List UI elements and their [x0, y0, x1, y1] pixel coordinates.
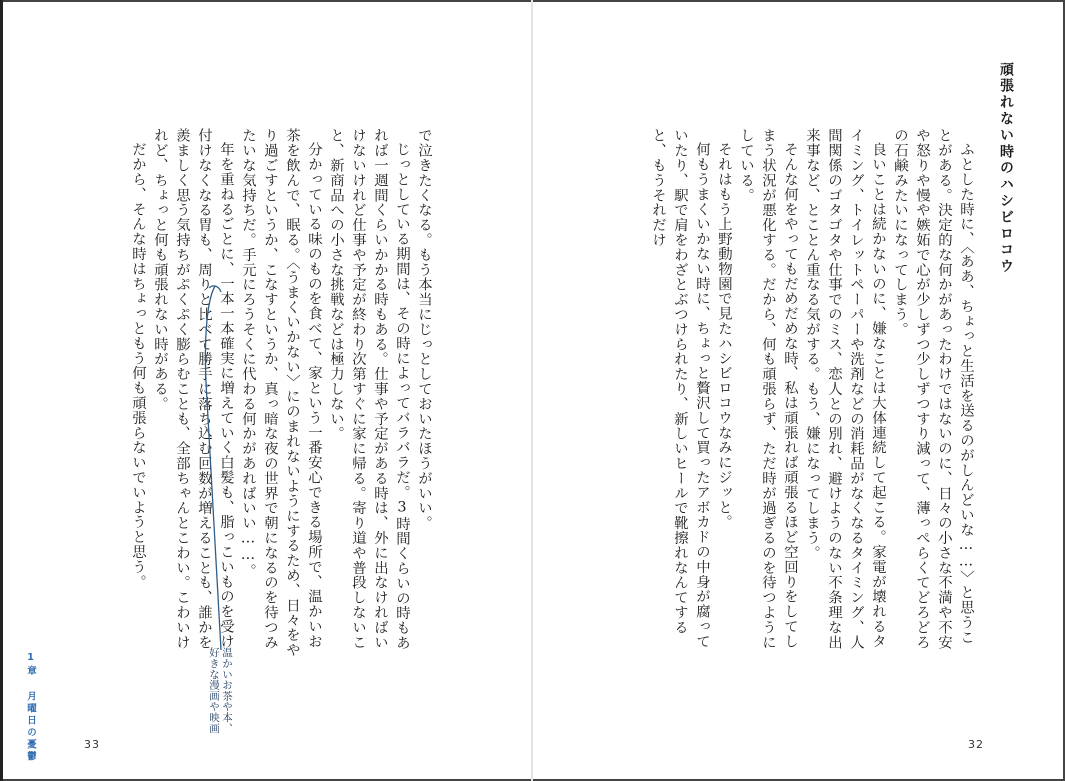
- frame-left-edge: [0, 0, 3, 781]
- paragraph: だから、そんな時はちょっともう何も頑張らないでいようと思う。: [130, 142, 146, 590]
- left-page-body: [127, 128, 435, 658]
- page-number-left: 33: [84, 738, 100, 751]
- paragraph: 何もうまくいかない時に、ちょっと贅沢して買ったアボカドの中身が腐っていたり、駅で肩をわざとぶつけられたり、新しいヒールで靴擦れなんてすると、もうそれだけ: [650, 128, 710, 649]
- right-page-body: [647, 128, 977, 658]
- handwritten-note: [207, 647, 233, 733]
- handwritten-callout-line: [195, 280, 235, 660]
- note-line: 好きな漫画や映画: [208, 647, 220, 734]
- paragraph: 分かっている味のものを食べて、家という一番安心できる場所で、温かいお茶を飲んで、眠る。〈うまくいかない〉にのまれないようにするため、日々をやり過ごすというか、こなすというか、真っ暗な夜の世界で朝になるのを待つみたいな気持ちだ。手元にろうそくに代わる何かがあればいい……。: [240, 128, 322, 658]
- paragraph: じっとしている期間は、その時によってバラバラだ。3時間くらいの時もあれば一週間くらいかかる時もある。仕事や予定がある時は、外に出なければいけないけれど仕事や予定が終わり次第すぐに家に帰る。寄り道や普段しないこと、新商品への小さな挑戦などは極力しない。: [328, 128, 410, 651]
- chapter-title: 頑張れない時のハシビロコウ: [998, 62, 1014, 276]
- running-header: 1章 月曜日の憂鬱: [25, 652, 36, 763]
- note-line: 温かいお茶や本、: [221, 647, 233, 734]
- page-number-right: 32: [968, 738, 984, 751]
- paragraph: ふとした時に、〈ああ、ちょっと生活を送るのがしんどいな……〉と思うことがある。決定的な何かがあったわけではないのに、日々の小さな不満や不安や怒りや慢や嫉妬で心が少しずつ少しずつすり減って、薄っぺらくてどろどろの石鹸みたいになってしまう。: [892, 128, 974, 650]
- paragraph: で泣きたくなる。もう本当にじっとしておいたほうがいい。: [416, 128, 432, 531]
- paragraph: 年を重ねるごとに、一本一本確実に増えていく白髪も、脂っこいものを受け付けなくなる胃も、周りと比べて勝手に落ち込む回数が増えることも、誰かを羨ましく思う気持ちがぷくぷく膨らむことも、全部ちゃんとこわい。こわいけれど、ちょっと何も頑張れない時がある。: [152, 128, 234, 650]
- paragraph: 良いことは続かないのに、嫌なことは大体連続して起こる。家電が壊れるタイミング、トイレットペーパーや洗剤などの消耗品がなくなるタイミング、人間関係のゴタゴタや仕事でのミス、恋人との別れ、避けようのない不条理な出来事など、とことん重なる気がする。もう、嫌になってしまう。: [804, 128, 886, 650]
- page-gutter: [531, 0, 533, 781]
- paragraph: それはもう上野動物園で見たハシビロコウなみにジッと。: [716, 142, 732, 530]
- paragraph: そんな何をやってもだめだめな時、私は頑張れば頑張るほど空回りをしてしまう状況が悪化する。だから、何も頑張らず、ただ時が過ぎるのを待つようにしている。: [738, 128, 798, 650]
